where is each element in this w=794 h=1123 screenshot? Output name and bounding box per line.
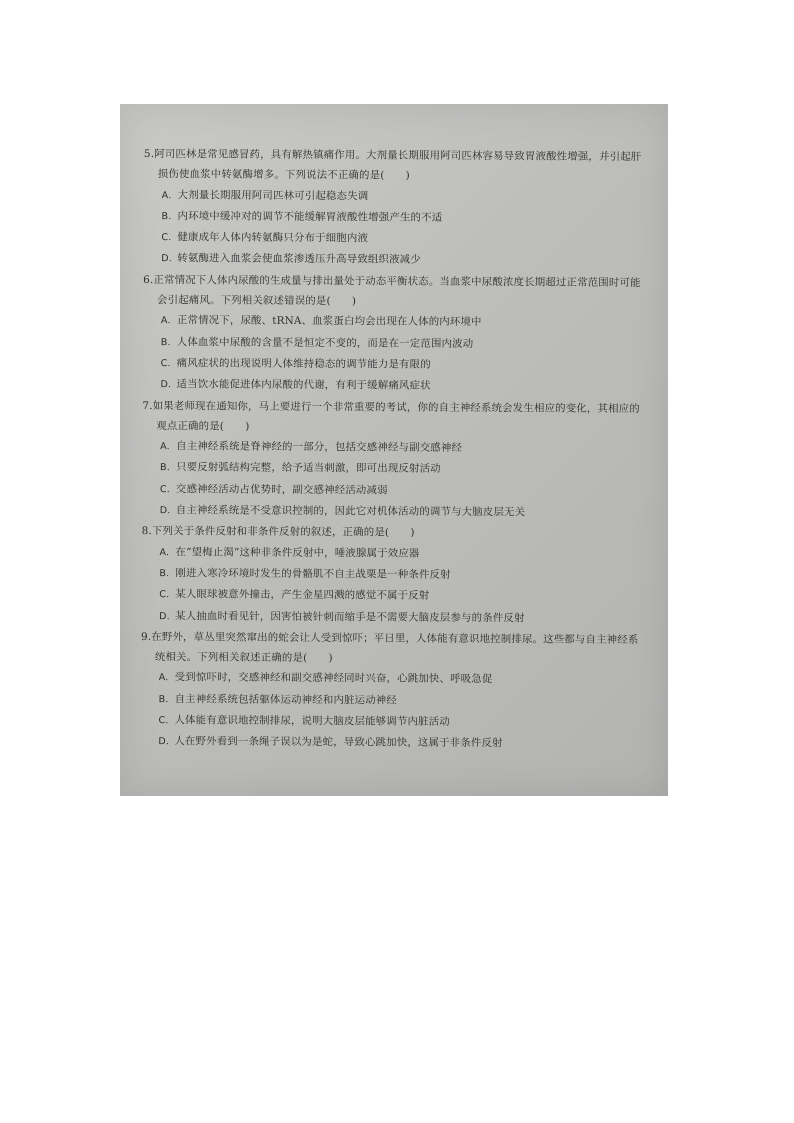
option-text: 自主神经系统是不受意识控制的，因此它对机体活动的调节与大脑皮层无关	[175, 504, 526, 519]
option-letter: B.	[159, 568, 170, 580]
option-list	[142, 436, 643, 524]
option-a	[141, 542, 641, 566]
option-b	[143, 332, 643, 356]
option-list	[143, 185, 644, 273]
option-letter: C.	[159, 483, 170, 495]
option-d	[143, 248, 643, 272]
question-stem: 5.阿司匹林是常见感冒药，具有解热镇痛作用。大剂量长期服用阿司匹林容易导致胃液酸性增强，并引起肝损伤使血浆中转氨酶增多。下列说法不正确的是( )	[143, 147, 642, 182]
option-text: 大剂量长期服用阿司匹林可引起稳态失调	[177, 188, 369, 202]
question-stem: 9.在野外，草丛里突然窜出的蛇会让人受到惊吓；平日里，人体能有意识地控制排尿。这些都与自主神经系统相关。下列相关叙述正确的是( )	[140, 630, 639, 665]
question-5	[143, 144, 644, 273]
option-text: 自主神经系统是脊神经的一部分，包括交感神经与副交感神经	[176, 440, 463, 455]
option-a	[144, 185, 644, 209]
option-text: 健康成年人体内转氨酶只分布于细胞内液	[177, 231, 369, 245]
scanned-exam-photo	[120, 104, 668, 796]
option-letter: C.	[158, 715, 169, 727]
option-b	[141, 689, 641, 713]
option-c	[142, 479, 642, 503]
option-letter: A.	[160, 315, 171, 327]
option-text: 交感神经活动占优势时，副交感神经活动减弱	[175, 482, 388, 497]
option-text: 在“望梅止渴”这种非条件反射中，唾液腺属于效应器	[175, 545, 420, 560]
option-text: 内环境中缓冲对的调节不能缓解胃液酸性增强产生的不适	[177, 210, 443, 224]
option-b	[141, 563, 641, 587]
option-letter: A.	[159, 546, 170, 558]
option-a	[143, 310, 643, 334]
option-c	[140, 710, 640, 734]
question-9	[140, 627, 641, 756]
option-a	[141, 667, 641, 691]
option-letter: D.	[159, 505, 171, 517]
option-letter: A.	[161, 189, 172, 201]
option-text: 人体血浆中尿酸的含量不是恒定不变的，而是在一定范围内波动	[176, 335, 474, 350]
option-text: 转氨酶进入血浆会使血浆渗透压升高导致组织液减少	[177, 252, 421, 267]
option-text: 自主神经系统包括躯体运动神经和内脏运动神经	[174, 692, 398, 707]
option-c	[141, 584, 641, 608]
option-list	[140, 667, 641, 755]
option-d	[140, 731, 640, 755]
option-text: 人体能有意识地控制排尿，说明大脑皮层能够调节内脏活动	[174, 714, 450, 728]
option-text: 只要反射弧结构完整，给予适当刺激，即可出现反射活动	[175, 461, 441, 476]
question-6	[142, 270, 643, 399]
option-text: 刚进入寒冷环境时发生的骨骼肌不自主战栗是一种条件反射	[175, 567, 451, 581]
option-d	[142, 500, 642, 524]
option-d	[141, 606, 641, 630]
option-letter: D.	[158, 736, 170, 748]
question-7	[142, 396, 643, 525]
option-b	[143, 206, 643, 230]
option-letter: D.	[159, 610, 170, 622]
option-letter: B.	[161, 210, 172, 223]
question-stem: 6.正常情况下人体内尿酸的生成量与排出量处于动态平衡状态。当血浆中尿酸浓度长期超过正常范围时可能会引起痛风。下列相关叙述错误的是( )	[143, 273, 641, 308]
question-stem: 8.下列关于条件反射和非条件反射的叙述，正确的是( )	[141, 525, 415, 540]
option-text: 适当饮水能促进体内尿酸的代谢，有利于缓解痛风症状	[176, 378, 431, 393]
option-letter: A.	[160, 441, 170, 453]
question-list	[140, 144, 644, 756]
option-text: 正常情况下，尿酸、tRNA、血浆蛋白均会出现在人体的内环境中	[176, 314, 482, 329]
option-letter: C.	[159, 589, 170, 601]
option-c	[143, 353, 643, 377]
option-text: 受到惊吓时，交感神经和副交感神经同时兴奋，心跳加快、呼吸急促	[174, 671, 493, 686]
option-d	[142, 374, 642, 398]
option-list	[142, 310, 643, 398]
question-stem: 7.如果老师现在通知你，马上要进行一个非常重要的考试，你的自主神经系统会发生相应的变化，其相应的观点正确的是( )	[142, 399, 640, 433]
option-list	[141, 542, 642, 630]
option-letter: B.	[158, 693, 169, 705]
option-letter: D.	[160, 379, 172, 391]
option-a	[142, 436, 642, 460]
option-letter: B.	[160, 336, 171, 348]
question-8	[141, 521, 642, 630]
option-letter: A.	[158, 672, 169, 684]
option-letter: C.	[161, 232, 172, 244]
option-text: 人在野外看到一条绳子误以为是蛇，导致心跳加快，这属于非条件反射	[174, 735, 503, 750]
option-letter: D.	[161, 253, 173, 265]
option-text: 痛风症状的出现说明人体维持稳态的调节能力是有限的	[176, 357, 431, 371]
option-b	[142, 457, 642, 481]
option-text: 某人眼球被意外撞击，产生金星四溅的感觉不属于反射	[175, 588, 430, 602]
option-letter: C.	[160, 358, 171, 370]
option-letter: B.	[159, 462, 170, 474]
option-c	[143, 227, 643, 251]
option-text: 某人抽血时看见针，因害怕被针刺而缩手是不需要大脑皮层参与的条件反射	[175, 609, 525, 624]
